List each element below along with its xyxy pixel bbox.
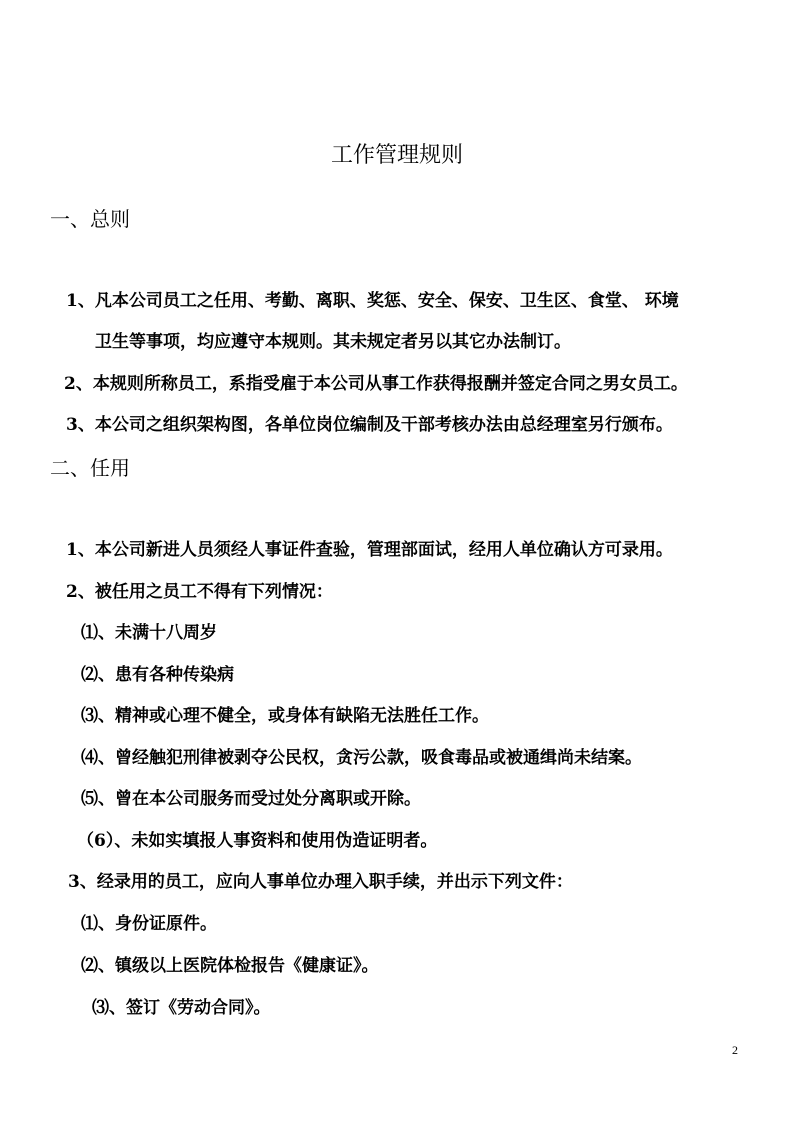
employment-subitem-5: ⑸、曾在本公司服务而受过处分离职或开除。 <box>81 789 421 809</box>
employment-item-3: 3、经录用的员工，应向人事单位办理入职手续，并出示下列文件： <box>68 872 573 892</box>
employment-subitem-6: （6）、未如实填报人事资料和使用伪造证明者。 <box>77 831 438 851</box>
employment-item-2: 2、被任用之员工不得有下列情况： <box>66 582 333 602</box>
employment-item-1: 1、本公司新进人员须经人事证件查验，管理部面试，经用人单位确认方可录用。 <box>66 540 673 560</box>
section-heading-employment: 二、任用 <box>50 456 130 480</box>
general-item-1: 1、凡本公司员工之任用、考勤、离职、奖惩、安全、保安、卫生区、食堂、 环境 <box>66 291 679 311</box>
employment-document-1: ⑴、身份证原件。 <box>81 914 217 934</box>
section-heading-general: 一、总则 <box>50 207 130 231</box>
page-number: 2 <box>732 1043 738 1057</box>
employment-document-3: ⑶、签订《劳动合同》。 <box>92 998 271 1018</box>
document-title: 工作管理规则 <box>330 143 463 168</box>
employment-subitem-2: ⑵、患有各种传染病 <box>81 665 234 685</box>
general-item-1-continuation: 卫生等事项，均应遵守本规则。其未规定者另以其它办法制订。 <box>95 332 571 352</box>
general-item-2: 2、本规则所称员工，系指受雇于本公司从事工作获得报酬并签定合同之男女员工。 <box>64 374 688 394</box>
employment-subitem-4: ⑷、曾经触犯刑律被剥夺公民权，贪污公款，吸食毒品或被通缉尚未结案。 <box>81 748 642 768</box>
employment-document-2: ⑵、镇级以上医院体检报告《健康证》。 <box>81 956 379 976</box>
employment-subitem-1: ⑴、未满十八周岁 <box>81 623 217 643</box>
general-item-3: 3、本公司之组织架构图，各单位岗位编制及干部考核办法由总经理室另行颁布。 <box>66 415 673 435</box>
employment-subitem-3: ⑶、精神或心理不健全，或身体有缺陷无法胜任工作。 <box>81 706 489 726</box>
